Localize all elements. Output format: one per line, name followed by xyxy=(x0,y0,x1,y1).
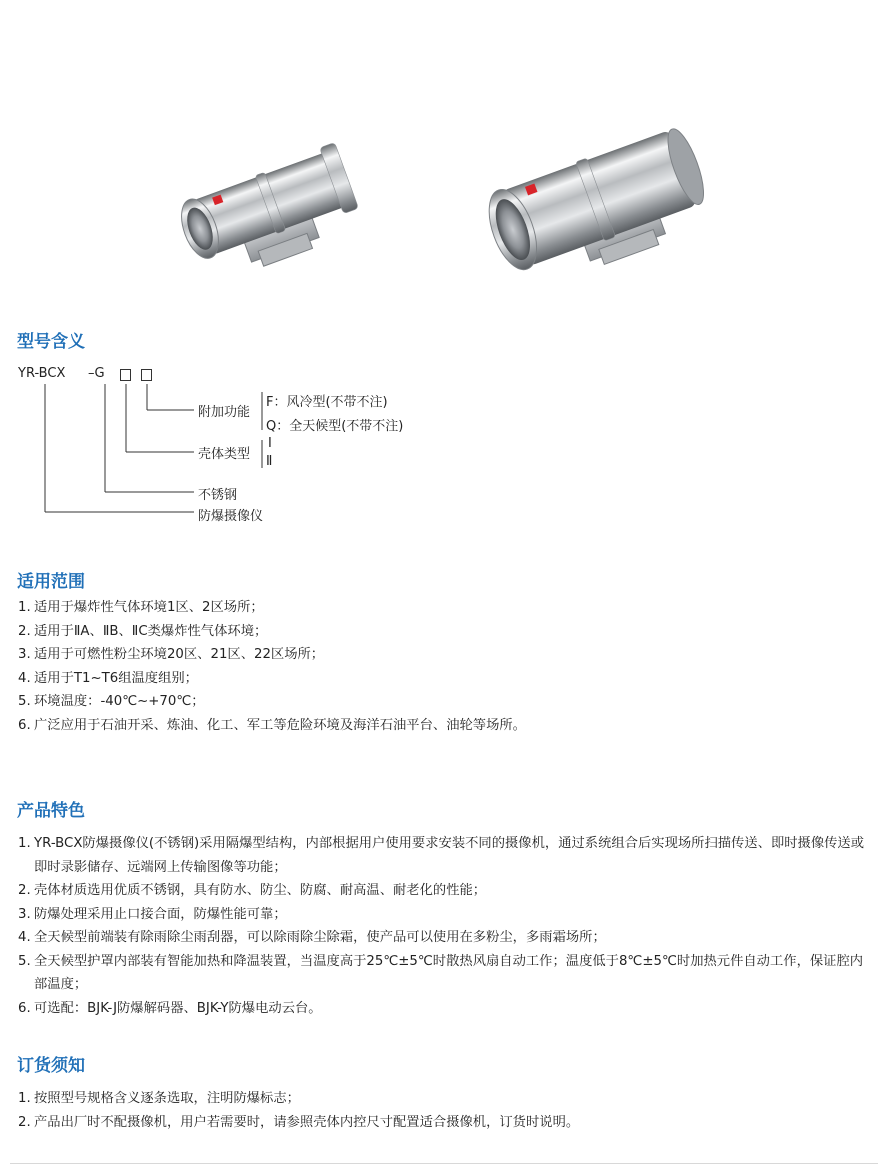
label-product: 防爆摄像仪 xyxy=(198,509,264,524)
camera-housing-large xyxy=(480,123,719,296)
section-title-model: 型号含义 xyxy=(17,332,85,352)
list-item: 2. 产品出厂时不配摄像机，用户若需要时，请参照壳体内控尺寸配置适合摄像机，订货时说明。 xyxy=(18,1114,580,1130)
option-f-air-cooled: F：风冷型(不带不注) xyxy=(266,395,388,410)
label-material: 不锈钢 xyxy=(198,488,238,503)
list-item: 2. 适用于ⅡA、ⅡB、ⅡC类爆炸性气体环境； xyxy=(18,623,268,639)
label-extra-function: 附加功能 xyxy=(198,405,251,420)
list-item: 3. 防爆处理采用止口接合面，防爆性能可靠； xyxy=(18,906,287,922)
model-code-diagram xyxy=(12,360,452,530)
model-code-box-extra xyxy=(141,369,152,381)
list-item: 6. 可选配：BJK-J防爆解码器、BJK-Y防爆电动云台。 xyxy=(18,1000,322,1016)
list-item: 5. 环境温度：-40℃~+70℃； xyxy=(18,694,205,709)
list-item: 4. 适用于T1~T6组温度组别； xyxy=(18,670,198,686)
list-item: 5. 全天候型护罩内部装有智能加热和降温装置，当温度高于25℃±5℃时散热风扇自动工作；温度低于8℃±5℃时加热元件自动工作，保证腔内部温度； xyxy=(18,953,864,992)
model-code-g: –G xyxy=(88,366,105,381)
label-housing-type: 壳体类型 xyxy=(198,447,251,462)
list-item: 2. 壳体材质选用优质不锈钢，具有防水、防尘、防腐、耐高温、耐老化的性能； xyxy=(18,883,487,898)
section-title-features: 产品特色 xyxy=(17,801,85,821)
footer-divider xyxy=(10,1163,878,1164)
list-item: 1. YR-BCX防爆摄像仪(不锈钢)采用隔爆型结构，内部根据用户使用要求安装不同的摄像机，通过系统组合后实现场所扫描传送、即时摄像传送或即时录影储存、远端网上传输图像等功能； xyxy=(18,836,865,875)
list-item: 1. 适用于爆炸性气体环境1区、2区场所； xyxy=(18,600,264,615)
ordering-list xyxy=(18,1087,868,1134)
section-title-ordering: 订货须知 xyxy=(17,1056,85,1076)
product-photos xyxy=(0,0,888,300)
list-item: 1. 按照型号规格含义逐条选取，注明防爆标志； xyxy=(18,1091,300,1106)
housing-type-2: Ⅱ xyxy=(266,454,273,469)
list-item: 4. 全天候型前端装有除雨除尘雨刮器，可以除雨除尘除霜，使产品可以使用在多粉尘，多雨霜场所； xyxy=(18,930,606,945)
model-code-box-housing xyxy=(120,369,131,381)
housing-type-1: Ⅰ xyxy=(268,436,272,451)
scope-list xyxy=(18,596,526,737)
features-list xyxy=(18,832,868,1020)
option-q-all-weather: Q：全天候型(不带不注) xyxy=(266,419,404,434)
list-item: 3. 适用于可燃性粉尘环境20区、21区、22区场所； xyxy=(18,647,325,662)
model-code-prefix: YR-BCX xyxy=(18,366,66,381)
list-item: 6. 广泛应用于石油开采、炼油、化工、军工等危险环境及海洋石油平台、油轮等场所。 xyxy=(18,717,526,733)
section-title-scope: 适用范围 xyxy=(17,572,85,592)
camera-housing-small xyxy=(173,142,366,287)
